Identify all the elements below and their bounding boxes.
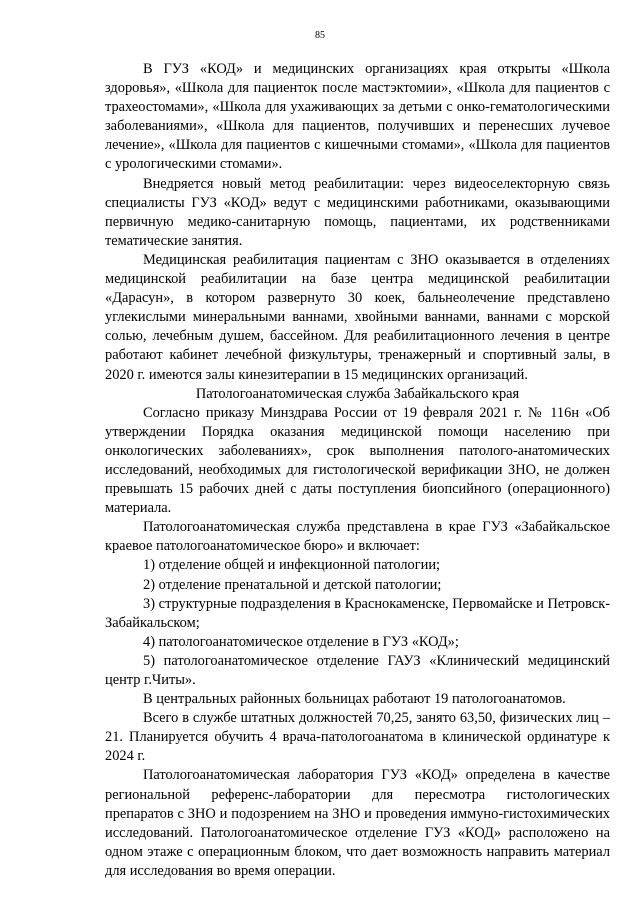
page-number: 85 (315, 30, 325, 41)
list-item: 3) структурные подразделения в Краснокаменске, Первомайске и Петровск-Забайкальском; (105, 595, 610, 631)
paragraph-medical-rehab: Медицинская реабилитация пациентам с ЗНО оказывается в отделениях медицинской реабилитации на базе центра медицинской реабилитации «Дарасун», в котором развернуто 30 коек, бальнеолечение представлено углекислыми минеральными ваннами, хвойными ваннами, ваннами с морской солью, лечебным душем, бассейном. Для реабилитационного лечения в центре работают кабинет лечебной физкультуры, тренажерный и спортивный залы, в 2020 г. имеются залы кинезитерапии в 15 медицинских организаций. (105, 251, 610, 383)
paragraph-schools: В ГУЗ «КОД» и медицинских организациях края открыты «Школа здоровья», «Школа для пациенток после мастэктомии», «Школа для пациентов с трахеостомами», «Школа для ухаживающих за детьми с онко-гематологическими заболеваниями», «Школа для пациентов, получивших и перенесших лучевое лечение», «Школа для пациентов с кишечными стомами», «Школа для пациентов с урологическими стомами». (105, 61, 610, 173)
list-item: 2) отделение пренатальной и детской патологии; (143, 576, 442, 593)
page-body (105, 60, 610, 881)
paragraph-pathologists: В центральных районных больницах работают 19 патологоанатомов. (143, 691, 566, 708)
paragraph-staff: Всего в службе штатных должностей 70,25, занято 63,50, физических лиц – 21. Планируется обучить 4 врача-патологоанатома в клинической ординатуре к 2024 г. (105, 710, 610, 765)
paragraph-video-rehab: Внедряется новый метод реабилитации: через видеоселекторную связь специалисты ГУЗ «КОД» ведут с медицинскими работниками, оказывающими первичную медико-санитарную помощь, пациентами, их родственниками тематические занятия. (105, 175, 610, 249)
section-heading: Патологоанатомическая служба Забайкальского края (195, 385, 520, 402)
paragraph-laboratory: Патологоанатомическая лаборатория ГУЗ «КОД» определена в качестве региональной референс-лаборатории для пересмотра гистологических препаратов с ЗНО и подозрением на ЗНО и проведения иммуно-гистохимических исследований. Патологоанатомическое отделение ГУЗ «КОД» расположено на одном этаже с операционным блоком, что дает возможность направить материал для исследования во время операции. (105, 767, 610, 879)
paragraph-service: Патологоанатомическая служба представлена в крае ГУЗ «Забайкальское краевое патологоанатомическое бюро» и включает: (105, 519, 610, 555)
list-item: 1) отделение общей и инфекционной патологии; (143, 557, 441, 574)
list-item: 5) патологоанатомическое отделение ГАУЗ «Клинический медицинский центр г.Читы». (105, 652, 610, 688)
list-item: 4) патологоанатомическое отделение в ГУЗ «КОД»; (143, 633, 459, 650)
paragraph-order: Согласно приказу Минздрава России от 19 февраля 2021 г. № 116н «Об утверждении Порядка оказания медицинской помощи населению при онкологических заболеваниях», срок выполнения патолого-анатомических исследований, необходимых для гистологической верификации ЗНО, не должен превышать 15 рабочих дней с даты поступления биопсийного (операционного) материала. (105, 404, 610, 517)
